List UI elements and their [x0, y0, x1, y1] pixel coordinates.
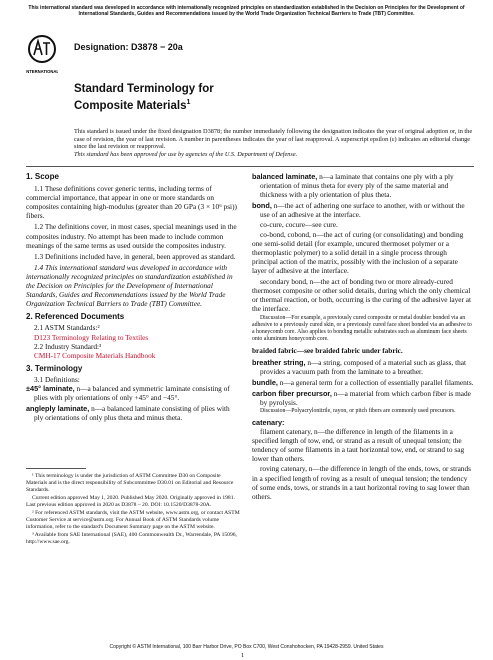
definition: angleply laminate, n—a balanced laminate consisting of plies with ply orientations of only plus theta and minus theta. [26, 404, 230, 423]
reference-link-d123[interactable]: D123 Terminology Relating to Textiles [34, 332, 149, 342]
designation: Designation: D3878 − 20a [74, 42, 183, 52]
top-notice: This international standard was developed in accordance with internationally recognized principles on standardization established in the Decision on Principles for the Development of International Standards, Guides and Recommendations issued by the World Trade Organization Technical Barriers to Trade (TBT) Committee. [28, 5, 465, 18]
section-heading: 1. Scope [26, 172, 59, 181]
paragraph: 1.2 The definitions cover, in most cases, special meanings used in the composites industry. No attempt has been made to include common meanings of the same terms as used outside the composites industry. [26, 222, 237, 250]
paragraph: 2.1 ASTM Standards:² [34, 323, 100, 333]
section-heading: 3. Terminology [26, 363, 83, 373]
paragraph: 1.3 Definitions included have, in general, been approved as standard. [34, 251, 236, 261]
footnote: ¹ This terminology is under the jurisdiction of ASTM Committee D30 on Composite Materials and is the direct responsibility of Subcommittee D30.01 on Editorial and Resource Standards. [26, 473, 234, 493]
term: ±45° laminate, [26, 383, 75, 393]
term: bundle, [252, 377, 278, 387]
term: carbon fiber precursor, [252, 388, 332, 398]
term: bond, [252, 201, 272, 211]
paragraph: 1.4 This international standard was developed in accordance with internationally recognized principles on standardization established in the Decision on Principles for the Development of International Standards, Guides and Recommendations issued by the World Trade Organization Technical Barriers to Trade (TBT) Committee. [26, 262, 233, 309]
left-column [26, 172, 240, 422]
intro-paragraph: This standard is issued under the fixed designation D3878; the number immediately following the designation indicates the year of original adoption or, in the case of revision, the year of last revision. A number in parentheses indicates the year of last reapproval. A superscript epsilon (ε) indicates an editorial change since the last revision or reapproval. [74, 128, 473, 150]
footnote: ² For referenced ASTM standards, visit the ASTM website, www.astm.org, or contact ASTM Customer Service at service@astm.org. For Annual Book of ASTM Standards volume information, refer to the standard's Document Summary page on the ASTM website. [26, 509, 240, 530]
discussion: Discussion—For example, a previously cured composite or metal doubler bonded via an adhesive to a previously cured skin, or a previously cured face sheet bonded via an adhesive to a honeycomb core. Also applies to bonding metallic substrates such as aluminum face sheets onto aluminum honeycomb core. [252, 315, 472, 343]
sub-definition: co-cure, cocure—see cure. [260, 220, 338, 230]
sub-definition: filament catenary, n—the difference in length of the filaments in a specified length of tow, end, or strand as a result of unequal tension; the tendency of some filaments in a taut horizontal tow, end, or strand to sag lower than others. [252, 427, 465, 464]
reference-link-cmh17[interactable]: CMH-17 Composite Materials Handbook [34, 350, 156, 360]
term: balanced laminate, [252, 172, 318, 181]
term: catenary: [252, 417, 285, 427]
paragraph: 2.2 Industry Standard:³ [34, 341, 102, 351]
term: breather string, [252, 357, 306, 367]
footnote-divider [26, 468, 86, 469]
definition: bundle, n—a general term for a collection of essentially parallel filaments. [252, 377, 474, 387]
sub-definition: co-bond, cobond, n—the act of curing (or consolidating) and bonding one semi-solid detail (for example, uncured thermoset polymer or a thermoplastic polymer) to a solid detail in a single process through principal action of the matrix, possibly with the inclusion of a separate layer of adhesive at the interface. [252, 229, 464, 275]
definition: balanced laminate, n—a laminate that contains one ply with a ply orientation of minus theta for every ply of the same material and thickness with a ply orientation of plus theta. [252, 172, 454, 200]
page-title: Standard Terminology for Composite Materials$^1$ [74, 83, 214, 112]
definition: ±45° laminate, n—a balanced and symmetric laminate consisting of plies with ply orientations of only +45° and −45°. [26, 383, 230, 403]
definition: carbon fiber precursor, n—a material from which carbon fiber is made by pyrolysis. [252, 388, 471, 407]
paragraph: 3.1 Definitions: [34, 374, 80, 384]
right-column [252, 172, 474, 501]
definition: bond, n—the act of adhering one surface to another, with or without the use of an adhesive at the interface. [252, 201, 465, 220]
approval-note: This standard has been approved for use by agencies of the U.S. Department of Defense. [74, 151, 298, 158]
footnote: ³ Available from SAE International (SAE), 400 Commonwealth Dr., Warrendale, PA 15096, http://www.sae.org. [26, 531, 237, 545]
sub-definition: secondary bond, n—the act of bonding two or more already-cured thermoset composite or other solid details, during which the only chemical or thermal reaction, or both, occurring is the curing of the adhesive layer at the interface. [252, 277, 472, 314]
footnote: Current edition approved May 1, 2020. Published May 2020. Originally approved in 1981. Last previous edition approved in 2020 as D3878 – 20. DOI: 10.1520/D3878-20A. [26, 494, 235, 508]
sub-definition: roving catenary, n—the difference in length of the ends, tows, or strands in a specified length of roving as a result of unequal tension; the tendency of some ends, tows, or strands in a taut horizontal roving to sag lower than others. [252, 464, 471, 501]
definition [252, 418, 474, 427]
page-number: 1 [241, 652, 245, 659]
definition: breather string, n—a string, composed of a material such as glass, that provides a vacuum path from the laminate to a breather. [252, 357, 467, 376]
definition: braided fabric—see braided fabric under fabric. [252, 346, 403, 356]
discussion: Discussion—Polyacrylonitrile, rayon, or pitch fibers are commonly used precursors. [260, 407, 456, 414]
divider [26, 166, 474, 167]
term: angleply laminate, [26, 404, 90, 414]
astm-logo [26, 33, 58, 77]
paragraph: 1.1 These definitions cover generic terms, including terms of commercial importance, that appear in one or more standards on composites containing high-modulus (greater than 20 GPa (3 × 10⁶ psi)) fibers. [26, 184, 237, 221]
svg-text:INTERNATIONAL: INTERNATIONAL [26, 69, 58, 74]
footnotes [26, 473, 240, 547]
copyright-footer: Copyright © ASTM International, 100 Barr Harbor Drive, PO Box C700, West Conshohocken, PA 19428-2959. United States [109, 644, 384, 650]
section-heading: 2. Referenced Documents [26, 312, 125, 322]
